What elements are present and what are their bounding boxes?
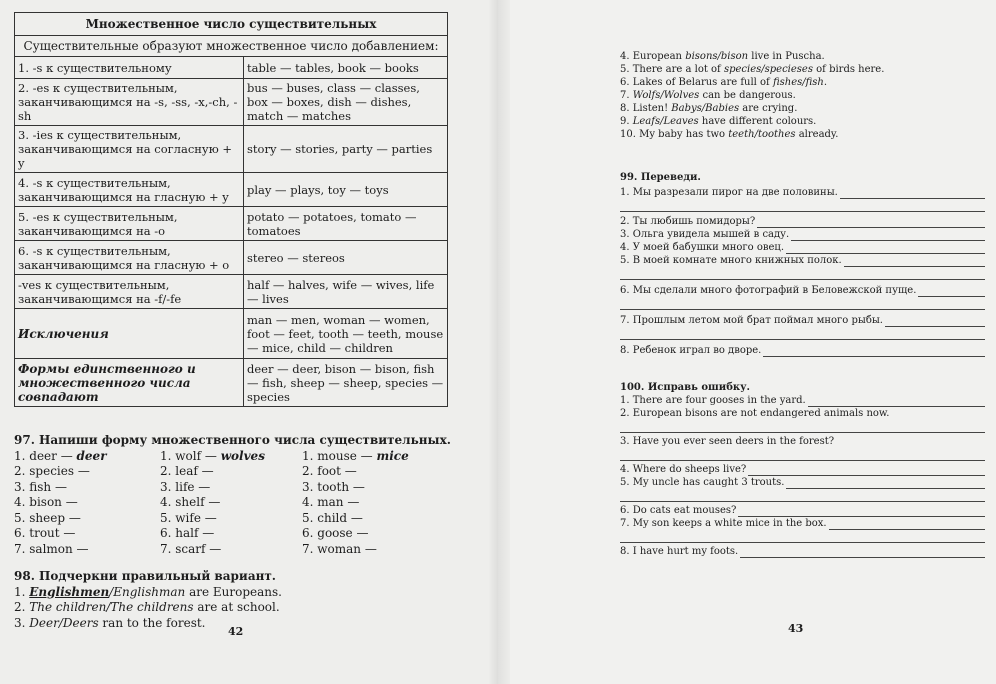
answer-line[interactable]	[620, 530, 985, 543]
answer-line[interactable]	[844, 257, 985, 267]
rule-cell: 3. -ies к существительным, заканчивающимся на согласную + y	[15, 126, 244, 173]
same-forms-cell: Формы единственного и множественного числа совпадают	[15, 359, 244, 407]
rule-cell: 4. -s к существительным, заканчивающимся на гласную + y	[15, 173, 244, 207]
answer-line[interactable]	[786, 244, 985, 254]
exercise-98-continued	[620, 50, 980, 141]
list-item: 3. fish —	[14, 479, 67, 494]
example-cell: man — men, woman — women, foot — feet, tooth — teeth, mouse — mice, child — children	[244, 309, 448, 359]
example-cell: story — stories, party — parties	[244, 126, 448, 173]
list-item: 2. species —	[14, 464, 90, 478]
table-row	[15, 241, 448, 275]
exercise-97	[14, 433, 474, 557]
book-gutter	[488, 0, 510, 684]
example-cell: stereo — stereos	[244, 241, 448, 275]
example-cell: deer — deer, bison — bison, fish — fish, sheep — sheep, species — species	[244, 359, 448, 407]
list-item: 5. There are a lot of species/specieses of birds here.	[620, 64, 885, 75]
list-item: 4. Where do sheeps live?	[620, 463, 985, 476]
ex97-column-2	[160, 449, 302, 558]
table-title: Множественное число существительных	[15, 13, 448, 36]
rule-cell: 2. -es к существительным, заканчивающимся на -s, -ss, -x,-ch, -sh	[15, 79, 244, 126]
answer-line[interactable]	[620, 489, 985, 502]
rule-cell: 5. -es к существительным, заканчивающимся на -o	[15, 207, 244, 241]
answer-line[interactable]	[740, 548, 985, 558]
list-item: 5. В моей комнате много книжных полок.	[620, 254, 985, 267]
table-row	[15, 275, 448, 309]
answer-line[interactable]	[918, 287, 985, 297]
answer-line[interactable]	[808, 397, 985, 407]
ex97-column-1	[14, 449, 160, 558]
list-item: 5. child —	[302, 510, 363, 525]
answer-line[interactable]	[748, 466, 985, 476]
answer-line[interactable]	[620, 267, 985, 280]
list-item: 6. goose —	[302, 526, 369, 540]
rule-cell: -ves к существительным, заканчивающимся на -f/-fe	[15, 275, 244, 309]
answer-line[interactable]	[738, 507, 985, 517]
example-cell: play — plays, toy — toys	[244, 173, 448, 207]
exercise-98-title: 98. Подчеркни правильный вариант.	[14, 569, 276, 583]
answer-line[interactable]	[885, 317, 985, 327]
answer-line[interactable]	[620, 327, 985, 340]
list-item: 1. mouse — mice	[302, 448, 409, 463]
answer-line[interactable]	[620, 420, 985, 433]
table-row	[15, 79, 448, 126]
rule-cell: 6. -s к существительным, заканчивающимся на гласную + o	[15, 241, 244, 275]
answer-line[interactable]	[791, 231, 985, 241]
list-item: 3. tooth —	[302, 479, 365, 494]
list-item: 3. Have you ever seen deers in the forest?	[620, 436, 835, 447]
plural-rules-table	[14, 12, 448, 407]
list-item: 7. woman —	[302, 541, 377, 556]
example-cell: half — halves, wife — wives, life — lives	[244, 275, 448, 309]
answer-line[interactable]	[757, 218, 985, 228]
list-item: 6. half —	[160, 526, 215, 540]
exceptions-cell: Исключения	[15, 309, 244, 359]
list-item: 1. wolf — wolves	[160, 448, 265, 463]
table-row	[15, 309, 448, 359]
exercise-98	[14, 569, 474, 631]
list-item: 6. Do cats eat mouses?	[620, 504, 985, 517]
list-item: 1. There are four gooses in the yard.	[620, 394, 985, 407]
list-item: 7. Wolfs/Wolves can be dangerous.	[620, 90, 796, 101]
answer-line[interactable]	[620, 448, 985, 461]
list-item: 5. My uncle has caught 3 trouts.	[620, 476, 985, 489]
list-item: 10. My baby has two teeth/toothes already.	[620, 129, 839, 140]
list-item: 8. Ребенок играл во дворе.	[620, 344, 985, 357]
page-number-left: 42	[228, 625, 244, 638]
list-item: 4. European bisons/bison live in Puscha.	[620, 51, 825, 62]
exercise-100	[620, 381, 985, 558]
answer-line[interactable]	[763, 347, 985, 357]
list-item: 1. deer — deer	[14, 448, 107, 463]
table-row	[15, 173, 448, 207]
list-item: 6. trout —	[14, 526, 76, 540]
answer-line[interactable]	[786, 479, 985, 489]
list-item: 7. Прошлым летом мой брат поймал много рыбы.	[620, 314, 985, 327]
list-item: 7. My son keeps a white mice in the box.	[620, 517, 985, 530]
table-subtitle: Существительные образуют множественное число добавлением:	[15, 36, 448, 57]
answer-line[interactable]	[620, 199, 985, 212]
example-cell: bus — buses, class — classes, box — boxes, dish — dishes, match — matches	[244, 79, 448, 126]
exercise-99	[620, 171, 985, 357]
example-cell: table — tables, book — books	[244, 57, 448, 79]
list-item: 5. sheep —	[14, 510, 81, 525]
exercise-97-title: 97. Напиши форму множественного числа существительных.	[14, 433, 451, 447]
table-row	[15, 57, 448, 79]
exercise-99-title: 99. Переведи.	[620, 172, 701, 183]
list-item: 6. Мы сделали много фотографий в Беловежской пуще.	[620, 284, 985, 297]
page-number-right: 43	[788, 622, 804, 635]
exercise-100-title: 100. Исправь ошибку.	[620, 382, 750, 393]
table-row	[15, 207, 448, 241]
answer-line[interactable]	[829, 520, 985, 530]
list-item: 1. Мы разрезали пирог на две половины.	[620, 186, 985, 199]
answer-line[interactable]	[840, 189, 985, 199]
list-item: 4. У моей бабушки много овец.	[620, 241, 985, 254]
example-cell: potato — potatoes, tomato — tomatoes	[244, 207, 448, 241]
list-item: 3. life —	[160, 479, 211, 494]
list-item: 4. shelf —	[160, 495, 221, 509]
list-item: 5. wife —	[160, 510, 217, 525]
rule-cell: 1. -s к существительному	[15, 57, 244, 79]
table-row	[15, 359, 448, 407]
list-item: 4. man —	[302, 495, 360, 509]
list-item: 2. The children/The childrens are at school.	[14, 600, 280, 614]
list-item: 8. Listen! Babys/Babies are crying.	[620, 103, 798, 114]
ex97-column-3	[302, 449, 452, 558]
list-item: 7. scarf —	[160, 541, 222, 556]
list-item: 2. leaf —	[160, 464, 214, 478]
list-item: 6. Lakes of Belarus are full of fishes/fish.	[620, 77, 828, 88]
list-item: 9. Leafs/Leaves have different colours.	[620, 116, 817, 127]
table-row	[15, 126, 448, 173]
list-item: 2. European bisons are not endangered animals now.	[620, 408, 890, 419]
list-item: 3. Deer/Deers ran to the forest.	[14, 615, 206, 630]
list-item: 7. salmon —	[14, 541, 89, 556]
list-item: 3. Ольга увидела мышей в саду.	[620, 228, 985, 241]
list-item: 2. foot —	[302, 464, 357, 478]
list-item: 4. bison —	[14, 495, 78, 509]
list-item: 2. Ты любишь помидоры?	[620, 215, 985, 228]
list-item: 1. Englishmen/Englishman are Europeans.	[14, 584, 282, 599]
list-item: 8. I have hurt my foots.	[620, 545, 985, 558]
answer-line[interactable]	[620, 297, 985, 310]
